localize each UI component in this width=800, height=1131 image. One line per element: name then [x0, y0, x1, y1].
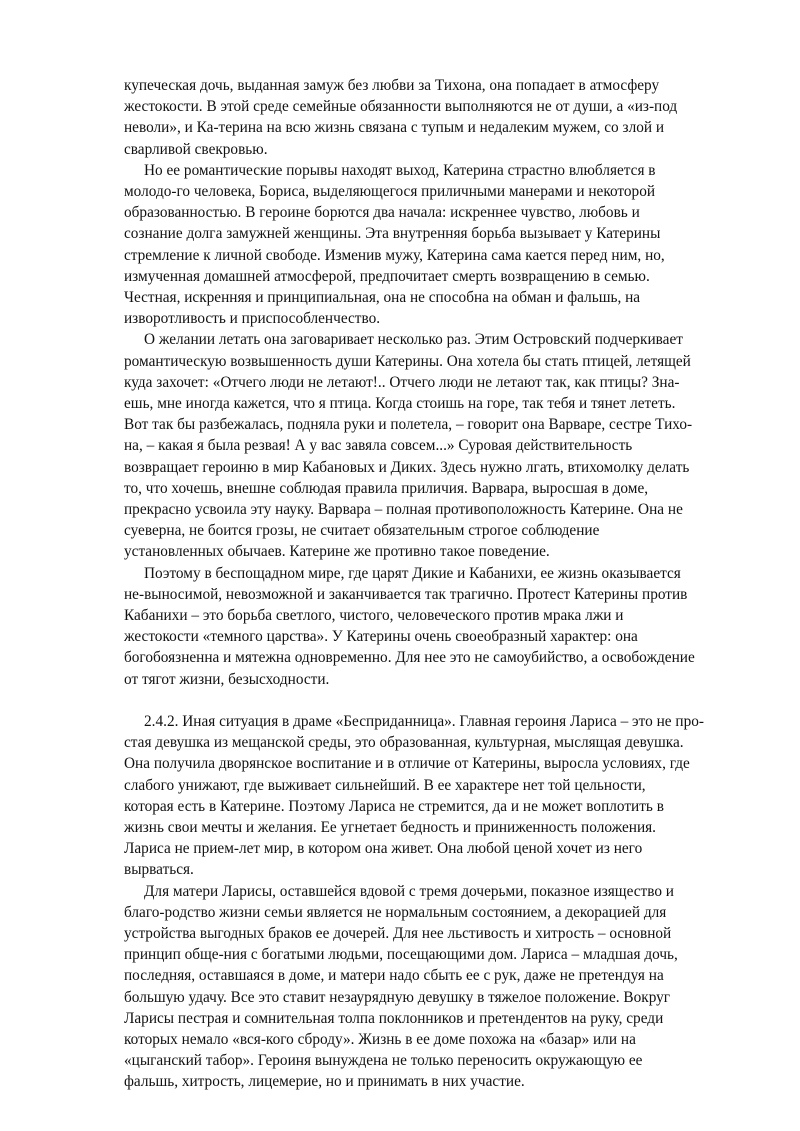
text-line: установленных обычаев. Катерине же противно такое поведение. — [124, 543, 550, 561]
text-line: 2.4.2. Иная ситуация в драме «Бесприданница». Главная героиня Лариса – это не про- — [144, 712, 704, 730]
text-line: стремление к личной свободе. Изменив мужу, Катерина сама кается перед ним, но, — [124, 246, 665, 264]
text-line: Честная, искренняя и принципиальная, она не способна на обман и фальшь, на — [124, 289, 641, 307]
text-line: купеческая дочь, выданная замуж без любви за Тихона, она попадает в атмосферу — [124, 77, 660, 94]
text-line: которая есть в Катерине. Поэтому Лариса не стремится, да и не может воплотить в — [124, 797, 664, 815]
section-katerina — [124, 75, 714, 690]
text-line: не-выносимой, невозможной и заканчивается так трагично. Протест Катерины против — [124, 585, 688, 603]
text-line: прекрасно усвоила эту науку. Варвара – полная противоположность Катерине. Она не — [124, 501, 683, 519]
text-line: Кабанихи – это борьба светлого, чистого, человеческого против мрака лжи и — [124, 607, 624, 625]
text-line: принцип обще-ния с богатыми людьми, посещающими дом. Лариса – младшая дочь, — [124, 946, 678, 964]
text-line: молодо-го человека, Бориса, выделяющегося приличными манерами и некоторой — [124, 183, 656, 201]
text-line: Но ее романтические порывы находят выход, Катерина страстно влюбляется в — [144, 161, 656, 179]
paragraph — [124, 563, 714, 690]
text-line: богобоязненна и мятежна одновременно. Для нее это не самоубийство, а освобождение — [124, 649, 695, 667]
text-line: благо-родство жизни семьи является не нормальным состоянием, а декорацией для — [124, 903, 667, 921]
text-line: суеверна, не боится грозы, не считает обязательным строгое соблюдение — [124, 522, 600, 540]
text-line: изворотливость и приспособленчество. — [124, 310, 381, 328]
text-line: от тягот жизни, безысходности. — [124, 670, 330, 688]
text-line: Лариса не прием-лет мир, в котором она живет. Она любой ценой хочет из него — [124, 840, 643, 858]
paragraph — [124, 329, 714, 562]
text-line: слабого унижают, где выживает сильнейший. В ее характере нет той цельности, — [124, 776, 646, 794]
text-line: романтическую возвышенность души Катерины. Она хотела бы стать птицей, летящей — [124, 352, 691, 370]
text-line: вырваться. — [124, 861, 194, 879]
text-line: жизнь свои мечты и желания. Ее угнетает бедность и приниженность положения. — [124, 818, 656, 836]
paragraph — [124, 711, 714, 881]
text-line: жестокости «темного царства». У Катерины очень своеобразный характер: она — [124, 628, 638, 646]
text-line: жестокости. В этой среде семейные обязанности выполняются не от души, а «из-под — [124, 98, 678, 116]
paragraph — [124, 75, 714, 160]
text-line: Поэтому в беспощадном мире, где царят Дикие и Кабанихи, ее жизнь оказывается — [144, 564, 681, 582]
text-line: сознание долга замужней женщины. Эта внутренняя борьба вызывает у Катерины — [124, 225, 661, 243]
text-line: Она получила дворянское воспитание и в отличие от Катерины, выросла условиях, где — [124, 755, 690, 773]
text-line: О желании летать она заговаривает несколько раз. Этим Островский подчеркивает — [144, 331, 683, 349]
text-line: «цыганский табор». Героиня вынуждена не только переносить окружающую ее — [124, 1052, 643, 1070]
paragraph — [124, 160, 714, 330]
text-line: стая девушка из мещанской среды, это образованная, культурная, мыслящая девушка. — [124, 734, 684, 752]
text-line: куда захочет: «Отчего люди не летают!.. Отчего люди не летают так, как птицы? Зна- — [124, 373, 680, 391]
text-line: измученная домашней атмосферой, предпочитает смерть возвращению в семью. — [124, 267, 650, 285]
text-line: на, – какая я была резвая! А у вас завяла совсем...» Суровая действительность — [124, 437, 633, 455]
text-line: которых немало «вся-кого сброду». Жизнь в ее доме похожа на «базар» или на — [124, 1030, 636, 1048]
section-gap — [124, 690, 714, 711]
document-page — [124, 75, 714, 1093]
section-larisa — [124, 711, 714, 1093]
text-line: образованностью. В героине борются два начала: искреннее чувство, любовь и — [124, 204, 640, 222]
text-line: Для матери Ларисы, оставшейся вдовой с тремя дочерьми, показное изящество и — [144, 882, 674, 900]
text-line: ешь, мне иногда кажется, что я птица. Когда стоишь на горе, так тебя и тянет лететь. — [124, 395, 676, 413]
text-line: неволи», и Ка-терина на всю жизнь связана с тупым и недалеким мужем, со злой и — [124, 119, 665, 137]
text-line: Вот так бы разбежалась, подняла руки и полетела, – говорит она Варваре, сестре Тихо- — [124, 416, 693, 434]
text-line: фальшь, хитрость, лицемерие, но и принимать в них участие. — [124, 1073, 525, 1091]
paragraph — [124, 881, 714, 1093]
text-line: последняя, оставшаяся в доме, и матери надо сбыть ее с рук, даже не претендуя на — [124, 967, 664, 985]
text-line: устройства выгодных браков ее дочерей. Для нее льстивость и хитрость – основной — [124, 924, 672, 942]
text-line: сварливой свекровью. — [124, 140, 268, 158]
text-line: возвращает героиню в мир Кабановых и Диких. Здесь нужно лгать, втихомолку делать — [124, 458, 690, 476]
text-line: Ларисы пестрая и сомнительная толпа поклонников и претендентов на руку, среди — [124, 1009, 664, 1027]
text-line: то, что хочешь, внешне соблюдая правила приличия. Варвара, выросшая в доме, — [124, 479, 649, 497]
text-line: большую удачу. Все это ставит незаурядную девушку в тяжелое положение. Вокруг — [124, 988, 671, 1006]
